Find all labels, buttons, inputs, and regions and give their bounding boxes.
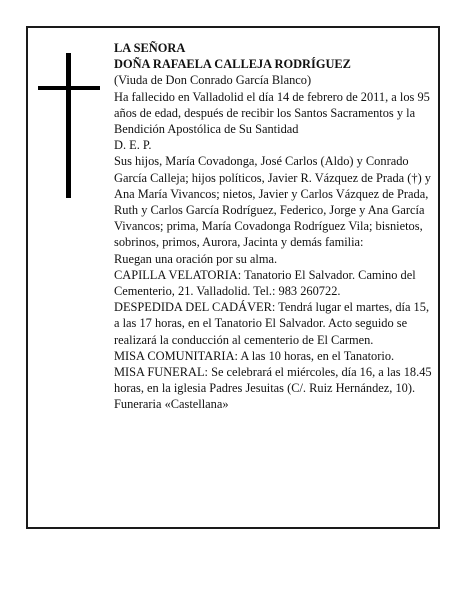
obituary-text — [114, 40, 432, 413]
funeral-home: Funeraria «Castellana» — [114, 397, 229, 412]
family-list: Sus hijos, María Covadonga, José Carlos (Aldo) y Conrado García Calleja; hijos políticos, Javier R. Vázquez de Prada (†) y Ana María Vivancos; nietos, Javier y Carlos Vázquez de Prada, Ruth y Carlos García Rodríguez, Federico, Jorge y Ana García Vivancos; prima, María Covadonga Rodríguez Vila; bisnietos, sobrinos, primos, Aurora, Jacinta y demás familia: — [114, 154, 432, 250]
heading-title: LA SEÑORA — [114, 41, 186, 55]
prayer-request: Ruegan una oración por su alma. — [114, 251, 278, 266]
cross-vertical-bar — [66, 53, 71, 198]
cross-horizontal-bar — [38, 86, 100, 90]
death-info: Ha fallecido en Valladolid el día 14 de febrero de 2011, a los 95 años de edad, después de recibir los Santos Sacramentos y la Bendición Apostólica de Su Santidad — [114, 89, 430, 137]
widow-of-line: (Viuda de Don Conrado García Blanco) — [114, 73, 312, 88]
deceased-name: DOÑA RAFAELA CALLEJA RODRÍGUEZ — [114, 57, 351, 72]
cross-icon — [38, 53, 100, 198]
funeral-mass-info: MISA FUNERAL: Se celebrará el miércoles, día 16, a las 18.45 horas, en la iglesia Padres Jesuitas (C/. Ruiz Hernández, 10). — [114, 365, 432, 396]
community-mass-info: MISA COMUNITARIA: A las 10 horas, en el Tanatorio. — [114, 348, 395, 363]
farewell-info: DESPEDIDA DEL CADÁVER: Tendrá lugar el martes, día 15, a las 17 horas, en el Tanatorio El Salvador. Acto seguido se realizará la conducción al cementerio de El Carmen. — [114, 300, 430, 347]
chapel-info: CAPILLA VELATORIA: Tanatorio El Salvador. Camino del Cementerio, 21. Valladolid. Tel.: 983 260722. — [114, 267, 416, 299]
rip-line: D. E. P. — [114, 138, 152, 153]
